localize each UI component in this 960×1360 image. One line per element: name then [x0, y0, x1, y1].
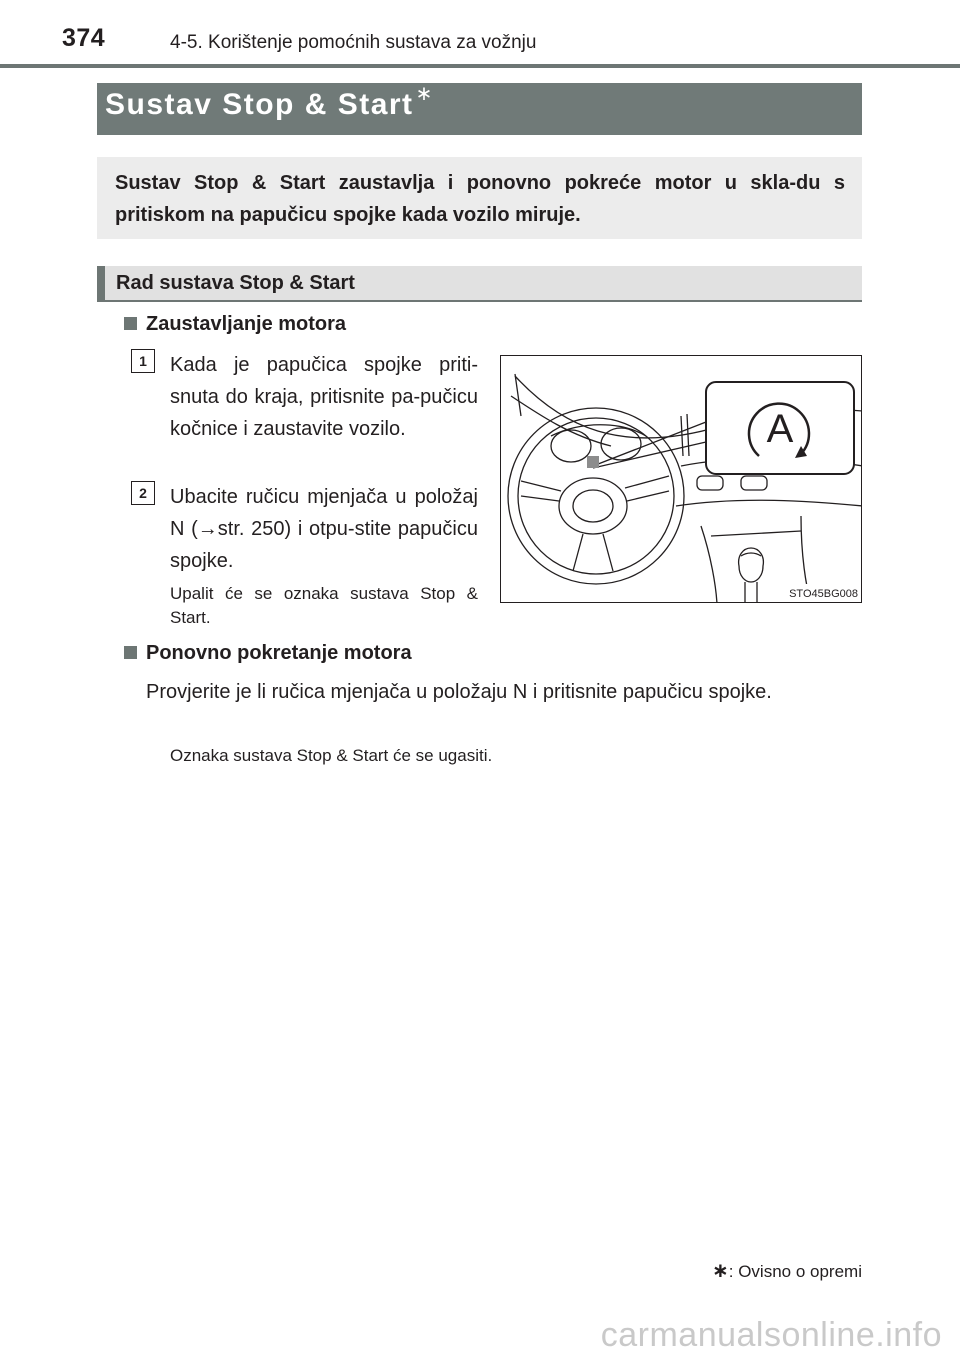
- section-heading: Rad sustava Stop & Start: [116, 272, 355, 294]
- indicator-letter: A: [766, 407, 794, 451]
- page-title: [105, 83, 434, 122]
- title-asterisk-marker: ∗: [415, 83, 434, 105]
- page-number: 374: [62, 24, 106, 52]
- subheading-stopping: [124, 313, 346, 336]
- square-bullet-icon: [124, 646, 137, 659]
- watermark: carmanualsonline.info: [600, 1316, 942, 1354]
- restart-instruction: Provjerite je li ručica mjenjača u položaju N i pritisnite papučicu spojke.: [146, 681, 772, 703]
- dashboard-drawing: [501, 356, 862, 603]
- square-bullet-icon: [124, 317, 137, 330]
- dashboard-illustration: [500, 355, 862, 603]
- footnote-text: : Ovisno o opremi: [728, 1262, 862, 1281]
- note-indicator-on: Upalit će se oznaka sustava Stop & Start.: [170, 584, 478, 627]
- subheading-restarting-text: Ponovno pokretanje motora: [146, 642, 412, 664]
- header-rule: [0, 64, 960, 68]
- step-number-2: 2: [131, 481, 155, 505]
- running-header: 4-5. Korištenje pomoćnih sustava za vožnju: [170, 32, 537, 53]
- step-number-1: 1: [131, 349, 155, 373]
- note-indicator-off: Oznaka sustava Stop & Start će se ugasiti.: [170, 746, 493, 765]
- footnote-asterisk-marker: ∗: [712, 1260, 729, 1282]
- section-accent: [97, 266, 105, 302]
- subheading-restarting: [124, 642, 412, 665]
- step-text-2: Ubacite ručicu mjenjača u položaj N (→str. 250) i otpu-stite papučicu spojke.: [170, 486, 478, 572]
- page-title-text: Sustav Stop & Start: [105, 88, 414, 121]
- footnote: [712, 1258, 862, 1283]
- step-text-1: Kada je papučica spojke priti-snuta do kraja, pritisnite pa-pučicu kočnice i zaustavite vozilo.: [170, 354, 478, 440]
- subheading-stopping-text: Zaustavljanje motora: [146, 313, 347, 335]
- illustration-code: STO45BG008: [789, 588, 858, 600]
- intro-text: Sustav Stop & Start zaustavlja i ponovno pokreće motor u skla-du s pritiskom na papučicu spojke kada vozilo miruje.: [115, 172, 845, 226]
